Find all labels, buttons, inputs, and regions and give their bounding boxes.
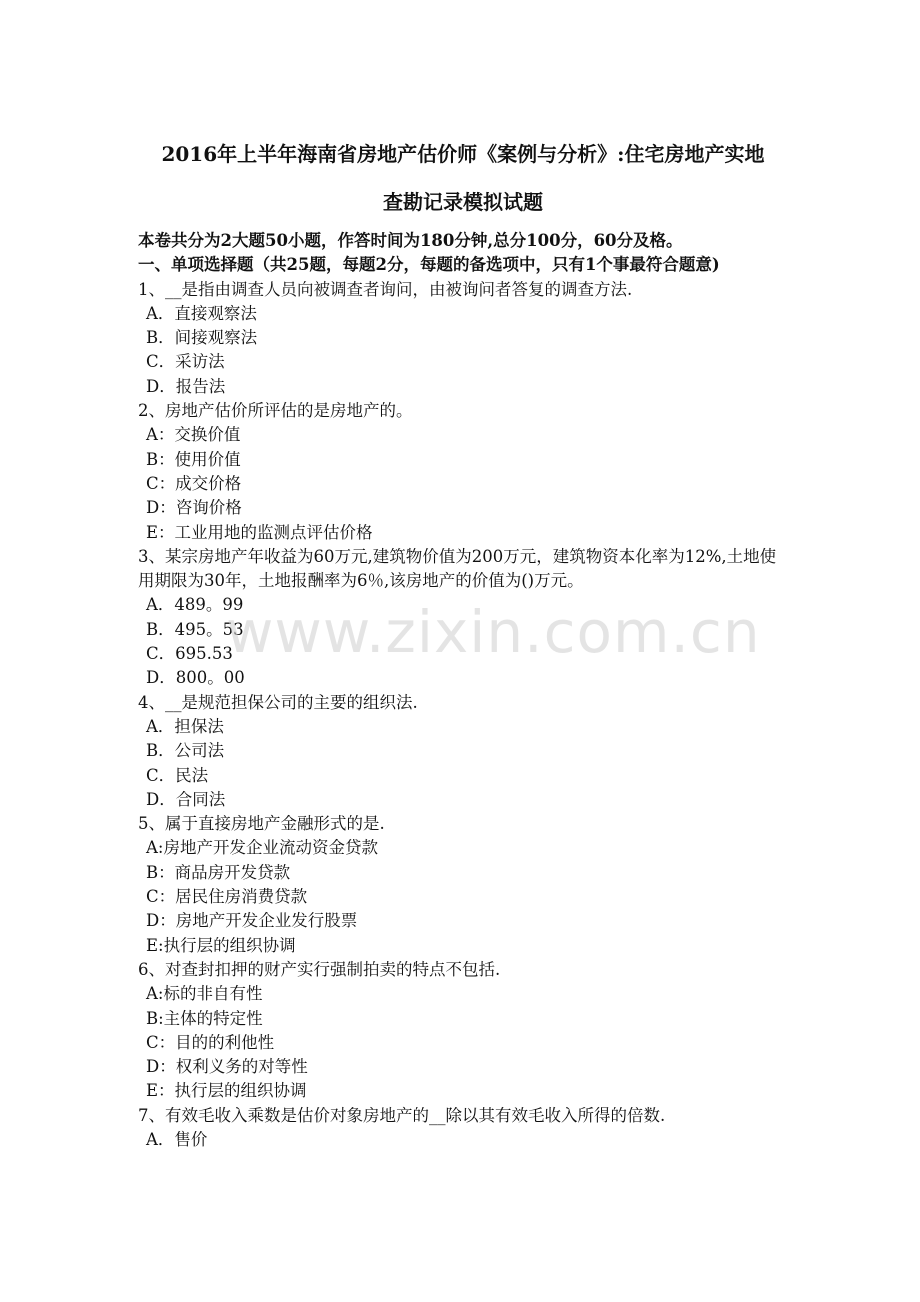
option-c: C．民法 [146,765,209,785]
question-4 [138,691,788,812]
question-stem: 4、__是规范担保公司的主要的组织法. [138,692,418,712]
question-1 [138,278,788,399]
option-e: E：工业用地的监测点评估价格 [146,522,373,542]
option-b: B．公司法 [146,741,225,761]
option-c: C．695.53 [146,644,233,664]
question-5 [138,812,788,958]
document-title-line-1: 2016年上半年海南省房地产估价师《案例与分析》:住宅房地产实地 [161,142,765,166]
question-stem: 6、对查封扣押的财产实行强制拍卖的特点不包括. [138,959,501,979]
option-d: D．报告法 [146,376,226,396]
option-c: C：居民住房消费贷款 [146,887,308,907]
option-b: B:主体的特定性 [146,1008,263,1028]
option-d: D．合同法 [146,789,226,809]
question-stem: 1、__是指由调查人员向被调查者询问，由被询问者答复的调查方法. [138,279,633,299]
option-e: E：执行层的组织协调 [146,1081,307,1101]
option-a: A:标的非自有性 [146,984,263,1004]
question-7 [138,1104,788,1153]
option-d: D．800。00 [146,668,245,688]
document-title-line-2: 查勘记录模拟试题 [383,190,543,214]
option-d: D：权利义务的对等性 [146,1057,308,1077]
option-a: A．售价 [146,1129,208,1149]
question-6 [138,958,788,1104]
option-d: D：房地产开发企业发行股票 [146,911,358,931]
option-a: A．直接观察法 [146,303,257,323]
question-3 [138,545,788,691]
question-stem: 5、属于直接房地产金融形式的是. [138,814,385,834]
option-c: C：目的的利他性 [146,1032,275,1052]
exam-intro: 本卷共分为2大题50小题，作答时间为180分钟,总分100分，60分及格。 [138,231,683,250]
option-a: A:房地产开发企业流动资金贷款 [146,838,378,858]
option-e: E:执行层的组织协调 [146,935,296,955]
option-d: D：咨询价格 [146,498,242,518]
question-stem: 7、有效毛收入乘数是估价对象房地产的__除以其有效毛收入所得的倍数. [138,1105,666,1125]
section-heading: 一、单项选择题（共25题，每题2分，每题的备选项中，只有1个事最符合题意) [138,255,720,275]
question-2 [138,399,788,545]
question-stem: 2、房地产估价所评估的是房地产的。 [138,401,413,421]
question-list [138,278,788,1153]
option-a: A．489。99 [146,595,244,615]
option-b: B：使用价值 [146,449,241,469]
option-a: A：交换价值 [146,425,241,445]
option-b: B．间接观察法 [146,328,258,348]
watermark-text: www.zixin.com.cn [226,598,761,666]
option-b: B：商品房开发贷款 [146,862,291,882]
option-c: C：成交价格 [146,473,242,493]
option-a: A．担保法 [146,716,224,736]
option-c: C．采访法 [146,352,225,372]
question-stem: 3、某宗房地产年收益为60万元,建筑物价值为200万元，建筑物资本化率为12%,土地使用期限为30年，土地报酬率为6％,该房地产的价值为()万元。 [138,546,777,591]
option-b: B．495。53 [146,619,244,639]
document-page [138,138,788,1152]
